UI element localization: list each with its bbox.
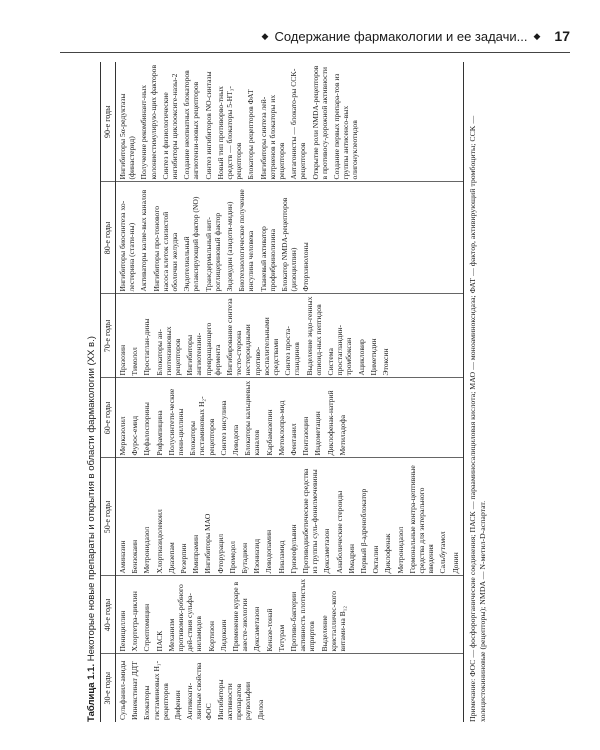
table-row <box>116 62 464 722</box>
table-cell-item: Диклофенак <box>383 533 393 574</box>
table-cell-item: Зидовудин (азидоти-мидин) <box>225 201 235 292</box>
table-cell-item: Диазепам <box>166 542 176 574</box>
table-cell-item: Противо-бактерии активность плотистых иприртов <box>289 578 317 652</box>
table-cell-item: Празозин <box>118 344 127 376</box>
decade-cell <box>116 294 464 378</box>
table-cell-item: Трансдермальный нит-роглицериновый фактор <box>203 212 222 292</box>
table-cell-item: Блокатор NMDA-рецепторов (дизоцилпин) <box>280 197 299 292</box>
table-cell-item: Фентанил <box>289 423 299 456</box>
table-cell-item: Рифампицина <box>154 410 164 456</box>
decade-cell <box>116 182 464 294</box>
table-cell-item: Дексаметазон <box>252 606 262 652</box>
table-cell-item: Получение рекомбинант-ных колониестимулирую-щих факторов <box>139 64 158 180</box>
table-cell-item: Открытие роли NMDA-рецепторов в противосу-дорожной активности <box>310 65 329 180</box>
table-cell-item: Циметидин <box>368 338 378 376</box>
table-cell-item: Антикоаги-лянтные свойства ФОС <box>185 662 213 720</box>
table-cell-item: Окталин <box>371 545 381 574</box>
table-cell-item: Иннекстинат ДДТ <box>130 661 140 720</box>
table-cell-item: Аминазин <box>118 540 127 574</box>
table-cell-item: Применение кураре в анесте-зиологии <box>231 581 250 652</box>
table-cell-item: Диклофенак-натрий <box>325 390 335 456</box>
table-cell-item: Ацикловир <box>356 339 366 376</box>
column-header: 90-е годы <box>101 62 116 182</box>
table-cell-item: Тимолол <box>130 347 140 376</box>
diamond-icon: ◆ <box>261 30 269 41</box>
header-divider <box>60 52 570 53</box>
table-cell-item: Стрептомицин <box>142 603 152 652</box>
decade-cell <box>116 378 464 458</box>
table-cell-item: Лидокаин <box>218 619 228 652</box>
table-cell-item: Выделение кристалличес-кого витами-на B₁₂ <box>319 590 348 652</box>
decade-cell <box>116 62 464 182</box>
table-cell-item: Метронидазол <box>395 526 405 574</box>
table-cell-item: Пентазоцин <box>301 416 311 456</box>
table-cell-item: Синтез ингибиторов NO-синтазы <box>203 71 213 180</box>
table-cell-item: Этоксин <box>381 348 391 376</box>
column-header: 30-е годы <box>101 654 116 722</box>
table-cell-item: Создание неопиатных блокаторов ангиотензи-новых рецепторов <box>182 70 201 180</box>
table-cell-item: Механизм противомик-робного дей-ствия сульфа-ниламидов <box>166 584 204 652</box>
column-header: 60-е годы <box>101 378 116 458</box>
column-header: 40-е годы <box>101 576 116 654</box>
table-caption-text: Некоторые новые препараты и открытия в области фармакологии (XX в.) <box>86 336 97 662</box>
table-cell-item: Блокаторы гистаминовых H₂-рецепторов <box>188 396 216 456</box>
table-cell-item: Полусинтети-ческие пени-циллины <box>166 388 186 456</box>
table-cell-item: Система простагландин-тромбоксан <box>326 325 354 376</box>
table-cell-item: Биотехнологическое получение инсулина человека <box>237 189 256 292</box>
rotated-content <box>84 62 566 722</box>
table-cell-item: Ингибиторы активности препаратов раувольфии <box>215 679 253 720</box>
table-footnote: Примечание: ФОС — фосфорорганические соединения; ПАСК — парааминосалициловая кислота; МАО — моноаминоксидаза; ФАТ — фактор, активирующий тромбоциты; CCK — холецистокининовые (рецепторы); NMDA — N-метил-D-аспартат. <box>467 115 487 722</box>
column-header: 70-е годы <box>101 294 116 378</box>
table-cell-item: Ингибиторы биосинтеза хо-лестерина (стати-ны) <box>118 200 137 292</box>
table-cell-item: Синтез и физиологические ингибиторы циклооксиге-назы-2 <box>160 73 180 180</box>
table-cell-item: Индометацин <box>313 411 323 456</box>
decade-cell <box>116 654 464 722</box>
table-cell-item: Дилоа <box>255 699 265 720</box>
table-cell-item: Ингибиторы ангиотензин-превращающего фермента <box>185 322 222 376</box>
decade-cell <box>116 458 464 576</box>
table-cell-item: Эндотелиальный релаксирующий фактор (NO) <box>182 196 201 292</box>
table-cell-item: Метоклопра-мид <box>276 400 286 456</box>
table-caption <box>84 62 100 722</box>
table-cell-item: Фторурацил <box>215 533 225 574</box>
table-cell-item: Новый тип противорво-тных средств — блокаторы 5-HT₃-рецепторов <box>215 86 244 180</box>
table-cell-item: Дексаметазон <box>322 528 332 574</box>
table-cell-item: Анаболические стероиды <box>334 490 344 574</box>
table-cell-item: Ингибиторы про-тонового насоса клеток слизистой оболочки желудка <box>151 205 180 292</box>
table-cell-item: Антагонисты — блокато-ры CCK-рецепторов <box>289 68 308 180</box>
table-cell-item: Кеназе-тонай <box>264 608 274 652</box>
running-title: Содержание фармакологии и ее задачи... <box>274 28 528 44</box>
table-cell-item: Дифенин <box>173 690 183 720</box>
table-cell-item: Хлортиазидолекоил <box>154 509 164 574</box>
table-cell-item: Первый β-адреноблокатор <box>359 488 369 574</box>
table-cell-item: Выделение эндо-генных опиоид-ных пептидов <box>304 296 323 376</box>
table-cell-item: Мерказолил <box>118 416 127 456</box>
decade-cell <box>116 576 464 654</box>
table-cell-item: Сальбутамол <box>438 531 448 574</box>
table-cell-item: Тетурам <box>276 624 286 652</box>
rotated-table-area <box>84 62 566 722</box>
table-cell-item: Метиладофа <box>337 414 347 456</box>
table-cell-item: Пенициллин <box>118 610 127 652</box>
table-cell-item: Промедол <box>227 541 237 574</box>
table-cell-item: Ингибиторы синтеза лей-котриенов и блокаторы их рецепторов <box>258 94 287 180</box>
table-cell-item: Фурос-емид <box>130 415 140 456</box>
table-cell-item: Гризеофульвин <box>288 524 298 574</box>
table-cell-item: Блокаторы гистаминовых H₁-рецепторов <box>142 660 170 720</box>
table-cell-item: Донин <box>450 552 460 574</box>
table-cell-item: Карбамазепин <box>264 409 274 456</box>
table-cell-item: Блокаторы ан-гиотензиновых рецепторов <box>154 326 183 376</box>
table-cell-item: Цефалоспорины <box>142 402 152 456</box>
table-cell-item: Резерпин <box>179 543 189 574</box>
table-cell-item: Хлортетра-циклин <box>130 591 140 652</box>
table-cell-item: Блокаторы рецепторов ФАТ <box>246 89 256 180</box>
page-number: 17 <box>554 28 570 44</box>
table-cell-item: Метронидазол <box>142 526 152 574</box>
table-cell-item: Простаглан-дины <box>142 318 152 376</box>
table-header-row <box>101 62 116 722</box>
pharmacology-table <box>100 62 464 722</box>
table-cell-item: Активаторы калие-вых каналов <box>139 189 149 292</box>
table-cell-item: Ниаламид <box>276 540 286 574</box>
table-cell-item: Леводопамин <box>264 529 274 574</box>
table-cell-item: Имадрин <box>346 544 356 574</box>
table-cell-item: Бутадион <box>240 542 250 574</box>
table-cell-item: Синтез инсулина <box>218 400 228 456</box>
column-header: 80-е годы <box>101 182 116 294</box>
page-header <box>60 26 570 46</box>
table-cell-item: Синтез проста-гландинов <box>283 326 302 376</box>
table-cell-item: Ингибирование синтеза тесто-стерона нестероидными противо-воспалительными средствами <box>225 298 281 376</box>
table-cell-item: Ингибиторы МАО <box>203 513 213 574</box>
table-cell-item: Леводопа <box>231 424 241 456</box>
table-cell-item: Создание первых препара-тов из группы антисенсо-вых олигонуклеотидов <box>332 73 360 180</box>
table-cell-item: Блокаторы кальциевых каналов <box>243 380 262 456</box>
column-header: 50-е годы <box>101 458 116 576</box>
table-cell-item: Изониазид <box>252 538 262 574</box>
diamond-icon: ◆ <box>533 30 541 41</box>
table-cell-item: Фторхинолоны <box>301 242 311 292</box>
table-cell-item: Сульфанил-амиды <box>118 660 127 720</box>
table-cell-item: Бензокаин <box>130 539 140 574</box>
table-cell-item: Ингибиторы 5α-редуктазы (финастерид) <box>118 93 137 180</box>
table-cell-item: Гормональные контра-цептивные средства для энтерального введения <box>407 465 436 574</box>
table-cell-item: Тканевый активатор профибринолизина <box>258 226 277 292</box>
table-cell-item: Имипрамин <box>191 534 201 574</box>
table-caption-label: Таблица 1.1. <box>86 663 97 722</box>
table-cell-item: Кортизон <box>206 621 216 652</box>
table-cell-item: Противодиабетические средства из группы суль-фонилмочевины <box>301 468 320 574</box>
table-cell-item: ПАСК <box>154 630 164 652</box>
